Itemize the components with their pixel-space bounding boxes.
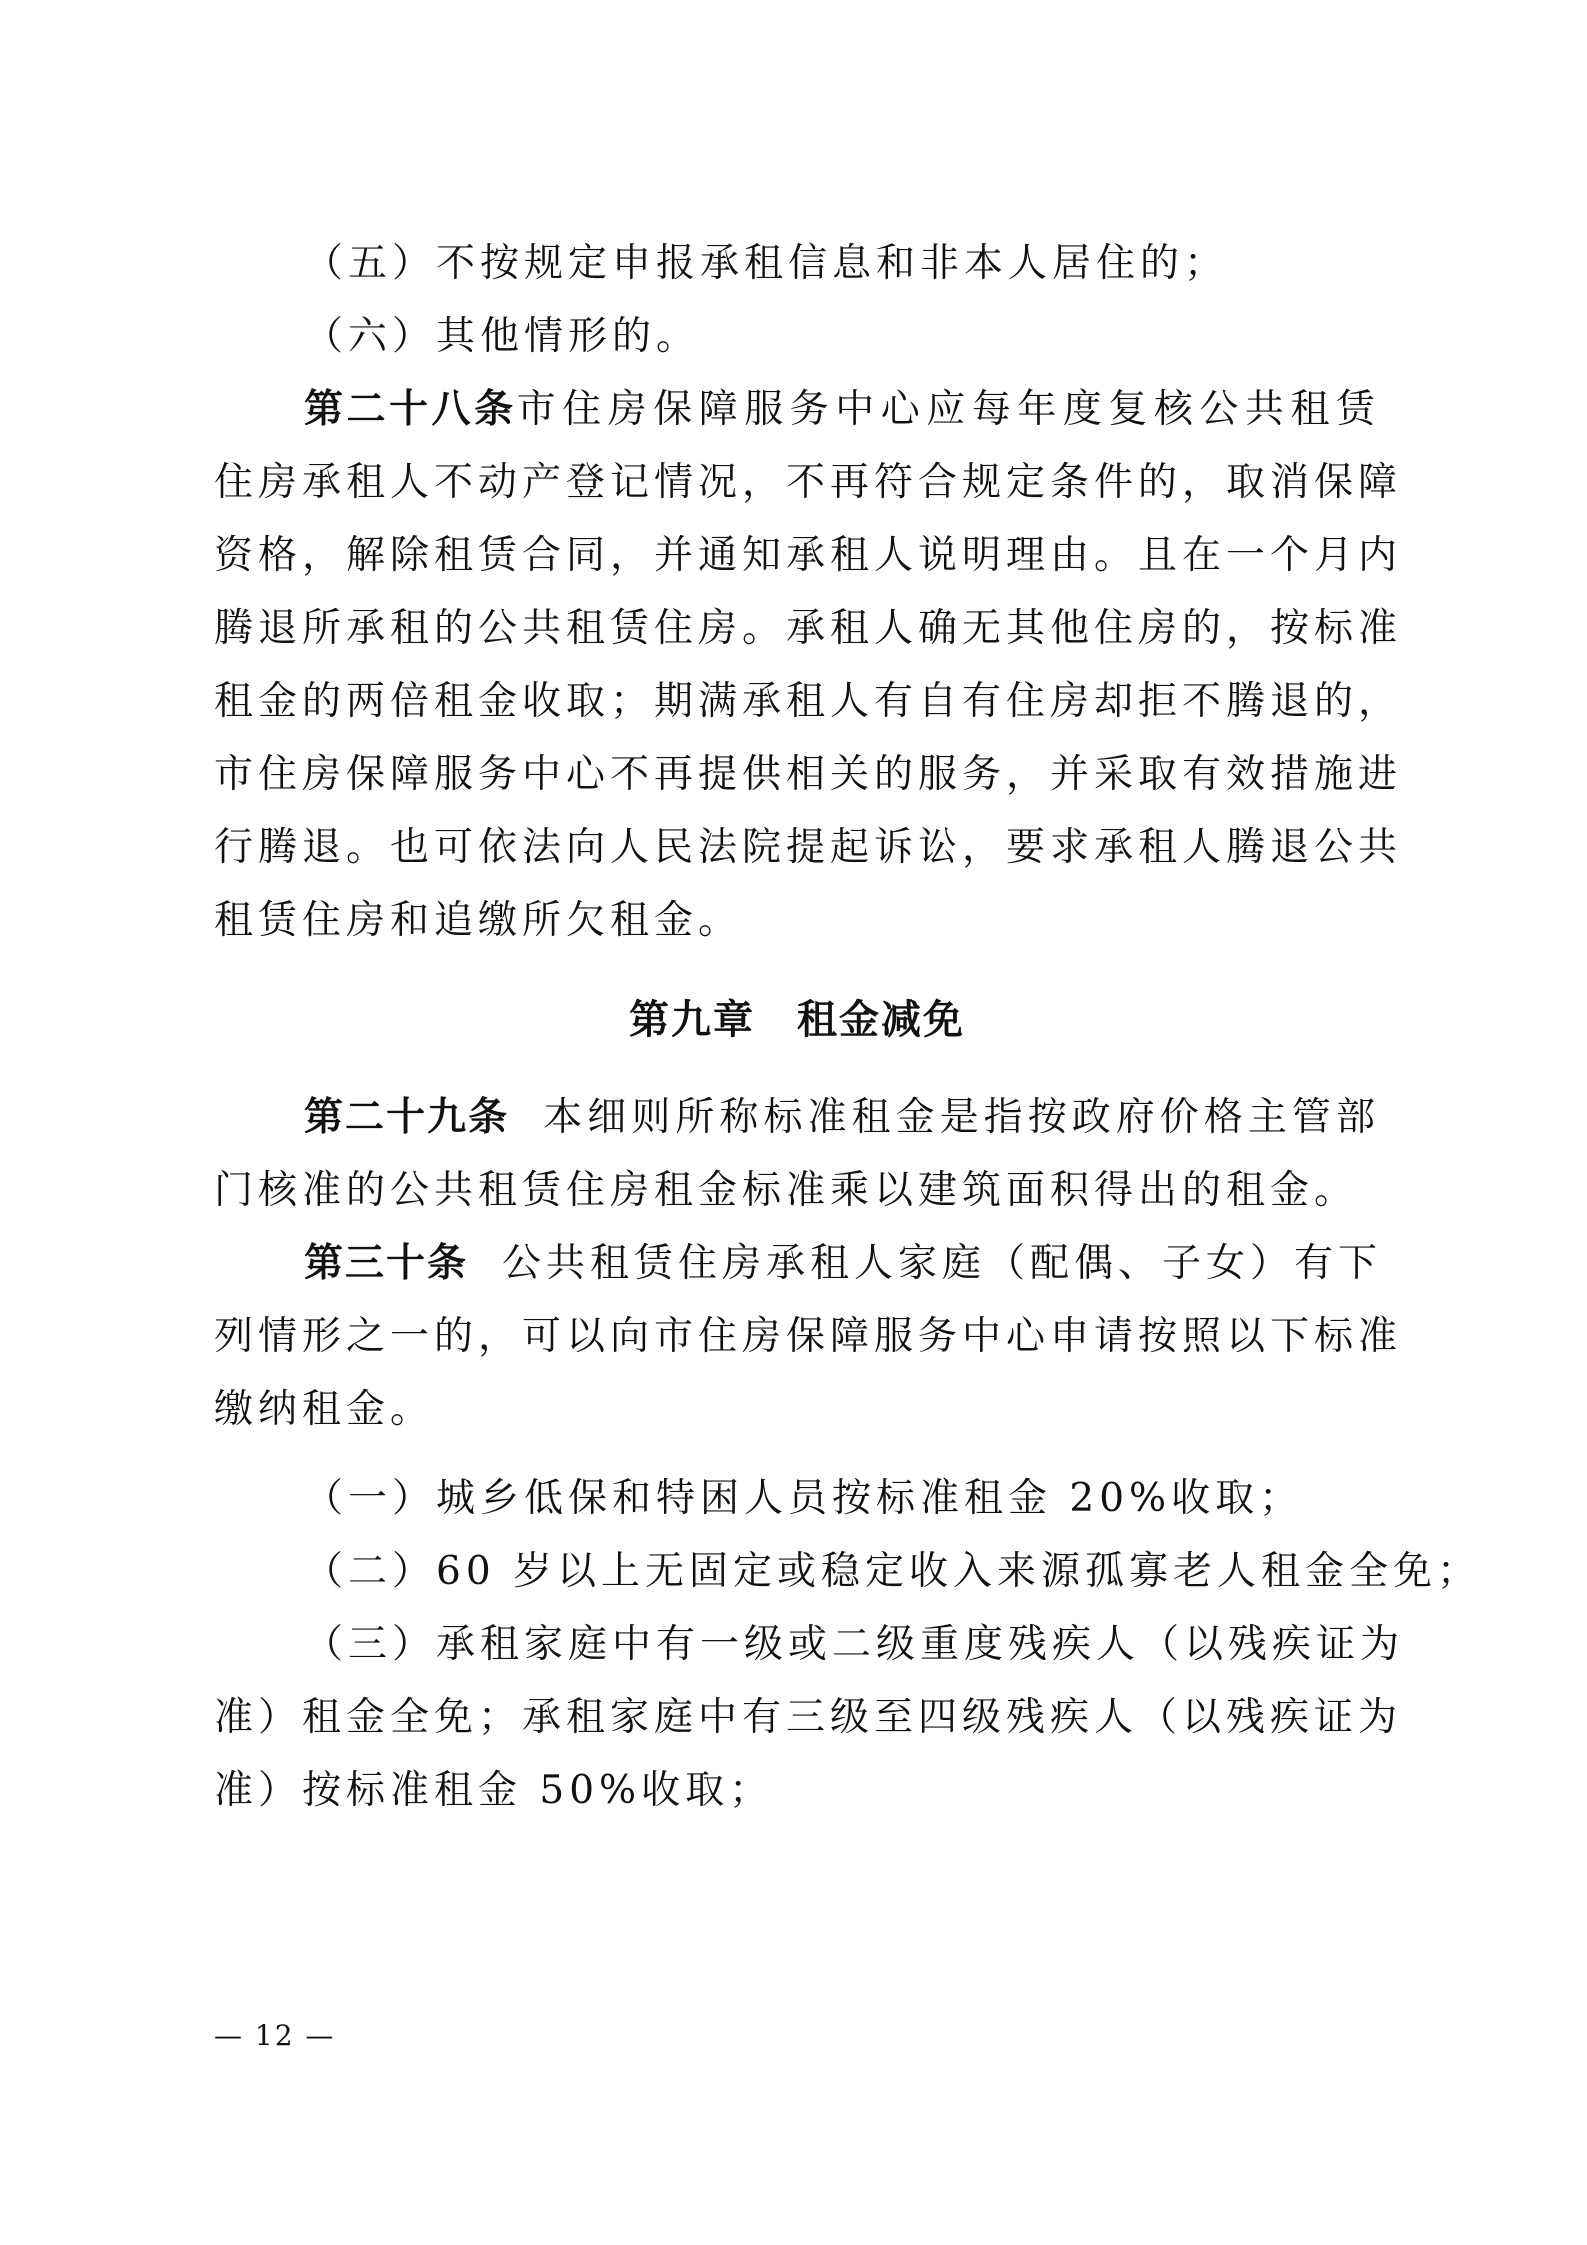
- article-28-line: 腾退所承租的公共租赁住房。承租人确无其他住房的，按标准: [214, 606, 1403, 651]
- chapter-title: 第九章 租金减免: [629, 997, 965, 1043]
- article-28-line: 租金的两倍租金收取；期满承租人有自有住房却拒不腾退的，: [214, 679, 1403, 724]
- article-28-line: 租赁住房和追缴所欠租金。: [214, 898, 743, 943]
- article-29-first-line: [304, 1094, 1380, 1142]
- article-28-heading: 第二十八条: [304, 387, 517, 432]
- item-3: （三）承租家庭中有一级或二级重度残疾人（以残疾证为: [304, 1622, 1405, 1667]
- article-28-text: 市住房保障服务中心应每年度复核公共租赁: [516, 387, 1380, 432]
- clause-5: （五）不按规定申报承租信息和非本人居住的；: [304, 241, 1229, 286]
- article-28-line: 住房承租人不动产登记情况，不再符合规定条件的，取消保障: [214, 460, 1403, 505]
- article-30-first-line: [304, 1240, 1383, 1288]
- article-29-line: 门核准的公共租赁住房租金标准乘以建筑面积得出的租金。: [214, 1168, 1359, 1213]
- item-2: （二）60 岁以上无固定或稳定收入来源孤寡老人租金全免；: [304, 1549, 1482, 1594]
- article-28-first-line: [304, 386, 1380, 434]
- page-number: — 12 —: [214, 2019, 336, 2052]
- article-30-line: 列情形之一的，可以向市住房保障服务中心申请按照以下标准: [214, 1314, 1403, 1359]
- article-28-line: 市住房保障服务中心不再提供相关的服务，并采取有效措施进: [214, 752, 1403, 797]
- clause-6: （六）其他情形的。: [304, 314, 701, 359]
- article-28-line: 行腾退。也可依法向人民法院提起诉讼，要求承租人腾退公共: [214, 825, 1403, 870]
- article-29-heading: 第二十九条: [304, 1095, 510, 1140]
- item-3-line: 准）按标准租金 50%收取；: [214, 1768, 774, 1813]
- article-30-heading: 第三十条: [304, 1241, 469, 1286]
- item-1: （一）城乡低保和特困人员按标准租金 20%收取；: [304, 1476, 1304, 1521]
- article-29-text: 本细则所称标准租金是指按政府价格主管部: [543, 1095, 1380, 1140]
- article-30-text: 公共租赁住房承租人家庭（配偶、子女）有下: [502, 1241, 1383, 1286]
- article-30-line: 缴纳租金。: [214, 1387, 435, 1432]
- article-28-line: 资格，解除租赁合同，并通知承租人说明理由。且在一个月内: [214, 533, 1403, 578]
- item-3-line: 准）租金全免；承租家庭中有三级至四级残疾人（以残疾证为: [214, 1695, 1403, 1740]
